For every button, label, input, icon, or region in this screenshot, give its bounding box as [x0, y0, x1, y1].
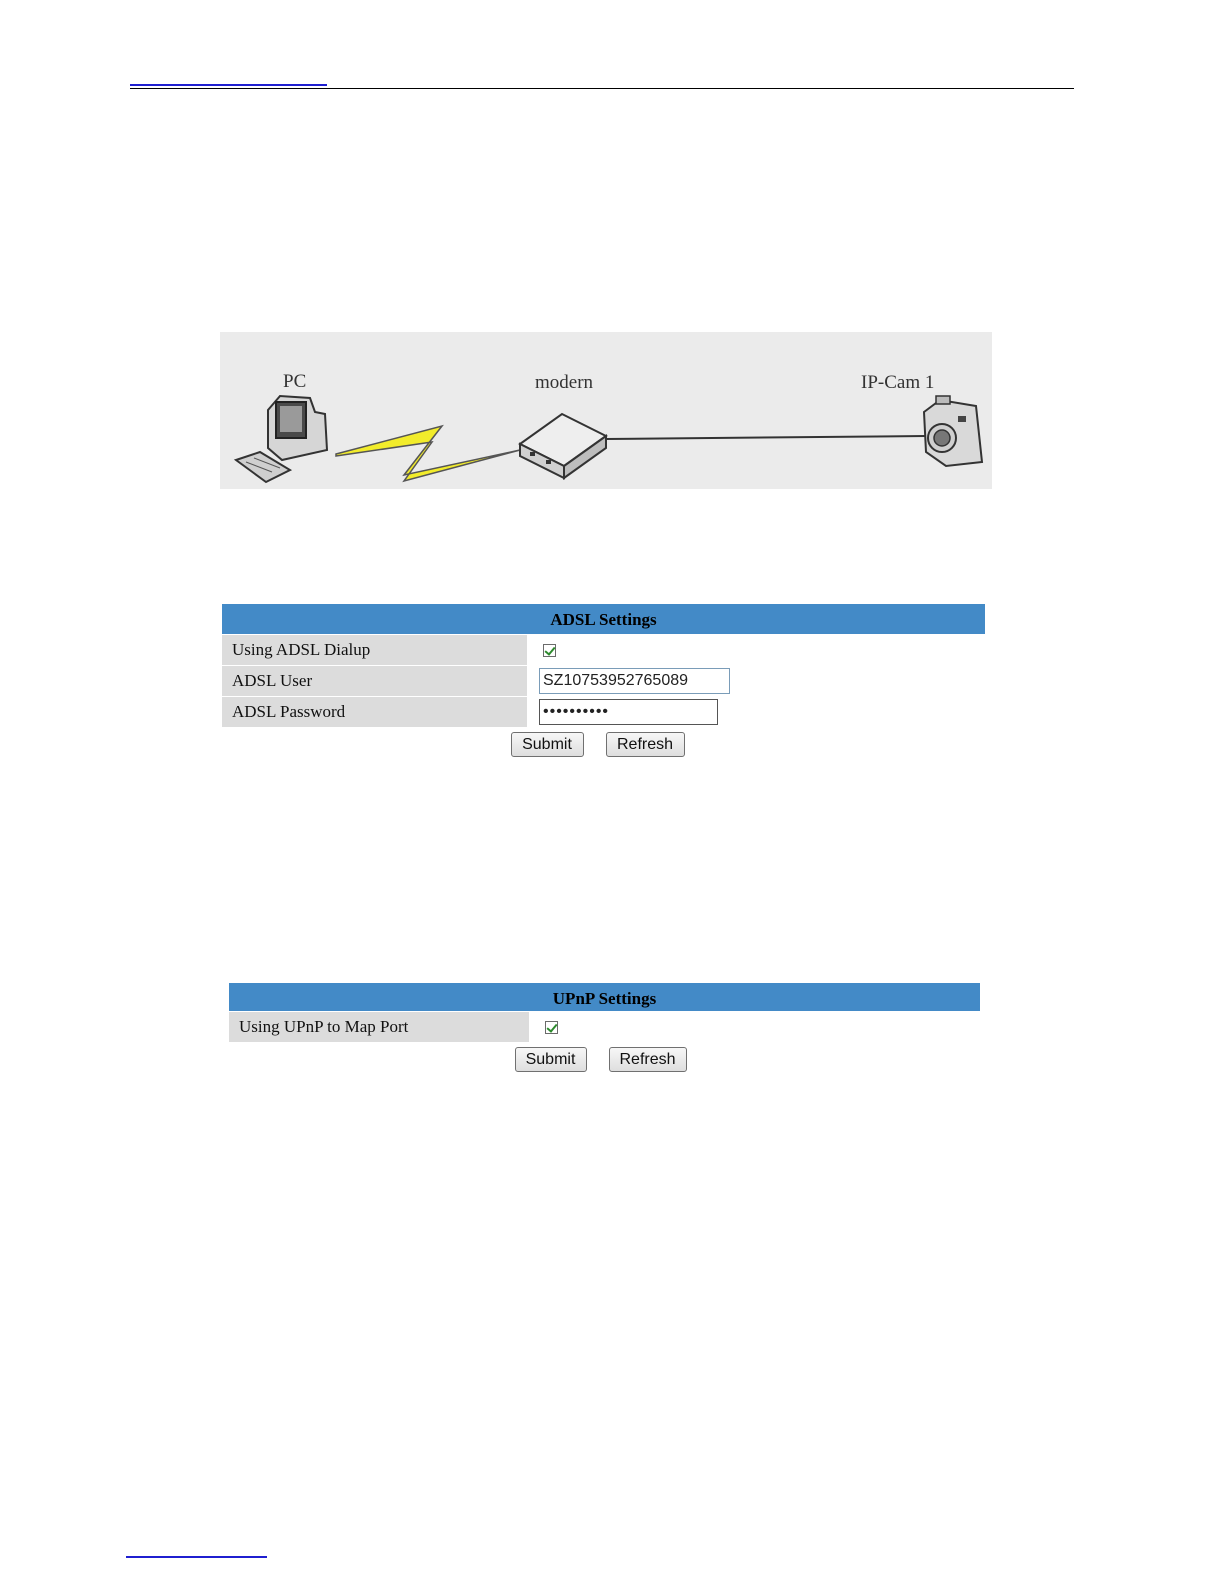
- adsl-dialup-row: [222, 635, 985, 665]
- upnp-refresh-button[interactable]: Refresh: [609, 1047, 687, 1072]
- modem-icon: [520, 414, 606, 478]
- wireless-link-icon: [336, 426, 520, 481]
- adsl-dialup-checkbox[interactable]: [543, 644, 556, 657]
- upnp-map-port-row: [229, 1012, 980, 1042]
- adsl-user-row: [222, 666, 985, 696]
- upnp-button-row: [221, 1047, 980, 1072]
- adsl-password-label: ADSL Password: [222, 697, 527, 727]
- upnp-settings-title: UPnP Settings: [229, 983, 980, 1011]
- adsl-password-input[interactable]: [539, 699, 718, 725]
- adsl-password-row: [222, 697, 985, 727]
- camera-label: IP-Cam 1: [861, 372, 935, 393]
- footer-link-underline: [126, 1556, 267, 1558]
- cable-line: [606, 436, 926, 439]
- adsl-user-input[interactable]: [539, 668, 730, 694]
- pc-label: PC: [283, 371, 307, 392]
- upnp-settings-panel: [229, 983, 980, 1072]
- adsl-settings-panel: [222, 604, 985, 757]
- pc-icon: [236, 396, 327, 482]
- adsl-button-row: [210, 732, 985, 757]
- adsl-user-label: ADSL User: [222, 666, 527, 696]
- header-link-underline: [130, 84, 327, 86]
- header-rule: [130, 88, 1074, 89]
- adsl-dialup-label: Using ADSL Dialup: [222, 635, 527, 665]
- adsl-submit-button[interactable]: Submit: [511, 732, 584, 757]
- modem-label: modern: [535, 372, 594, 393]
- adsl-settings-title: ADSL Settings: [222, 604, 985, 634]
- upnp-map-port-checkbox[interactable]: [545, 1021, 558, 1034]
- adsl-refresh-button[interactable]: Refresh: [606, 732, 685, 757]
- ip-camera-icon: [924, 396, 982, 466]
- upnp-submit-button[interactable]: Submit: [515, 1047, 587, 1072]
- upnp-map-port-label: Using UPnP to Map Port: [229, 1012, 529, 1042]
- network-diagram: [220, 332, 992, 489]
